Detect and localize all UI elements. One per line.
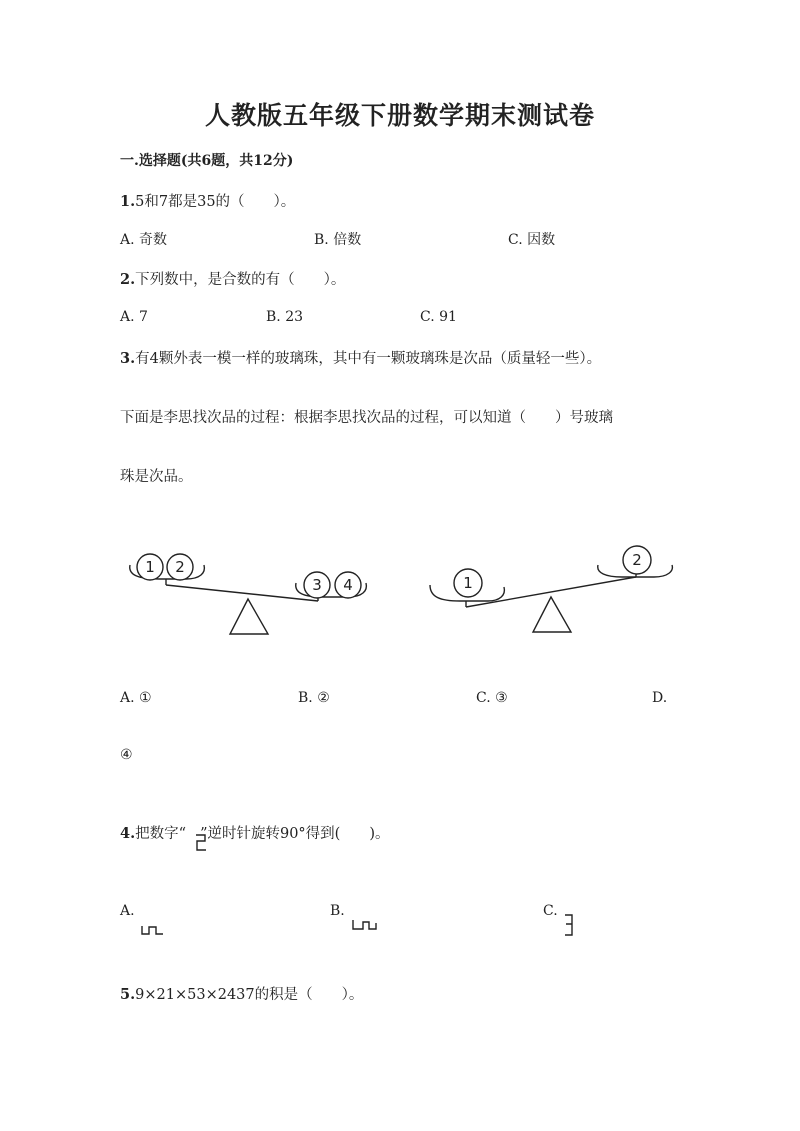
- fulcrum-triangle: [533, 597, 571, 632]
- q1-option-b[interactable]: B. 倍数: [314, 232, 362, 248]
- question-number: 3.: [120, 350, 136, 367]
- q2-option-a[interactable]: A. 7: [120, 309, 148, 325]
- q3-option-c[interactable]: C. ③: [476, 690, 508, 706]
- rotated-shape-a-icon: [141, 924, 167, 936]
- ball-label: 1: [463, 574, 473, 592]
- balance-scale-right: [430, 546, 672, 632]
- ball-label: 1: [145, 558, 155, 576]
- question-text-line3: 珠是次品。: [120, 469, 193, 485]
- question-number: 1.: [120, 193, 136, 210]
- question-text: 下列数中，是合数的有（ ）。: [135, 272, 346, 288]
- question-number: 2.: [120, 271, 136, 288]
- ball-label: 4: [343, 576, 353, 594]
- balance-scales-figure: [0, 545, 800, 645]
- question-text-line1: 有4颗外表一模一样的玻璃珠，其中有一颗玻璃珠是次品（质量轻一些）。: [135, 351, 602, 367]
- quote-open: “: [178, 826, 187, 842]
- quote-close: ”: [200, 826, 208, 842]
- q1-option-c[interactable]: C. 因数: [508, 232, 556, 248]
- q2-option-c[interactable]: C. 91: [420, 309, 457, 325]
- balance-beam: [166, 585, 318, 601]
- q1-option-a[interactable]: A. 奇数: [120, 232, 168, 248]
- question-text: 5和7都是35的（ ）。: [135, 194, 296, 210]
- fulcrum-triangle: [230, 599, 268, 634]
- q4-option-b[interactable]: B.: [330, 903, 345, 919]
- page-title: 人教版五年级下册数学期末测试卷: [204, 101, 595, 130]
- question-4: [120, 822, 390, 843]
- question-1: [120, 190, 295, 211]
- q3-option-a[interactable]: A. ①: [120, 690, 152, 706]
- q4-option-c[interactable]: C.: [543, 903, 558, 919]
- q3-option-b[interactable]: B. ②: [298, 690, 330, 706]
- balance-scale-left: [130, 554, 367, 634]
- ball-label: 2: [632, 551, 642, 569]
- question-text-after: 逆时针旋转90°得到( )。: [207, 826, 390, 842]
- question-number: 4.: [120, 825, 136, 842]
- question-5: [120, 983, 363, 1004]
- rotated-shape-b-icon: [352, 918, 380, 934]
- ball-label: 3: [312, 576, 322, 594]
- question-2: [120, 268, 345, 289]
- rotated-shape-c-icon: [563, 913, 577, 939]
- q4-option-a[interactable]: A.: [120, 903, 135, 919]
- q3-option-d[interactable]: D.: [652, 690, 668, 706]
- question-text-line2: 下面是李思找次品的过程：根据李思找次品的过程，可以知道（ ）号玻璃: [120, 410, 613, 426]
- question-number: 5.: [120, 986, 136, 1003]
- balance-beam: [466, 577, 636, 607]
- q3-option-d-continued: ④: [120, 747, 133, 763]
- q2-option-b[interactable]: B. 23: [266, 309, 304, 325]
- ball-label: 2: [175, 558, 185, 576]
- question-text: 9×21×53×2437的积是（ ）。: [135, 987, 364, 1003]
- digit-2-glyph-icon: [195, 832, 207, 852]
- question-3: [120, 347, 601, 368]
- section-heading: 一.选择题(共6题，共12分): [120, 153, 294, 169]
- question-text-before: 把数字: [135, 826, 179, 842]
